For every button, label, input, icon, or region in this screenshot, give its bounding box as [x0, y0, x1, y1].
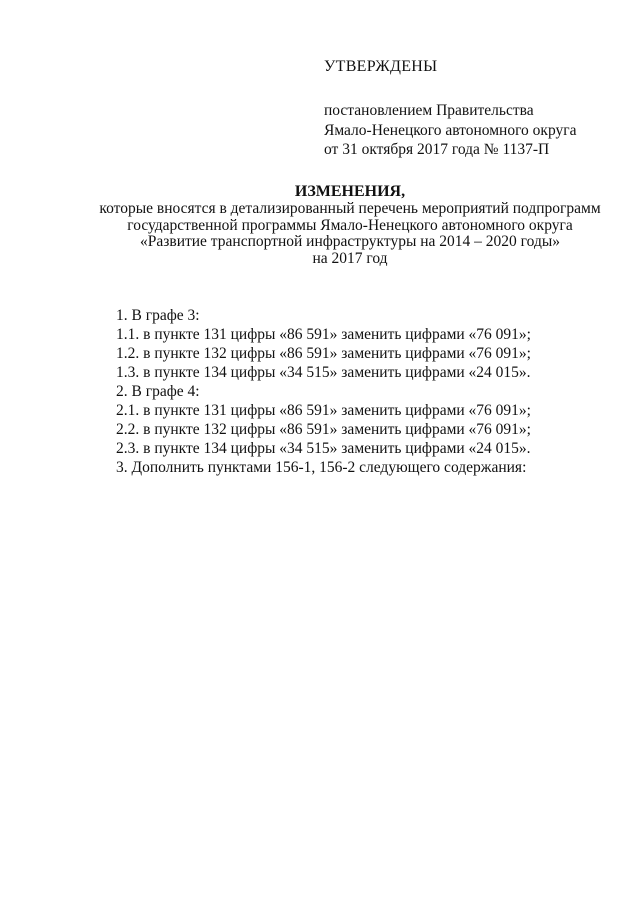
approval-line: от 31 октября 2017 года № 1137-П	[324, 141, 550, 158]
change-item: 2.2. в пункте 132 цифры «86 591» заменить цифрами «76 091»;	[116, 421, 531, 438]
document-subtitle-line: «Развитие транспортной инфраструктуры на 2014 – 2020 годы»	[140, 233, 560, 250]
change-item: 1.3. в пункте 134 цифры «34 515» заменить цифрами «24 015».	[116, 364, 531, 381]
document-heading	[60, 182, 640, 267]
document-subtitle-line: государственной программы Ямало-Ненецкого автономного округа	[127, 216, 573, 234]
document-title: ИЗМЕНЕНИЯ,	[294, 183, 406, 200]
change-item: 2. В графе 4:	[116, 383, 200, 400]
document-subtitle-line: на 2017 год	[312, 249, 388, 267]
approval-stamp	[324, 57, 624, 160]
change-item: 2.3. в пункте 134 цифры «34 515» заменить цифрами «24 015».	[116, 440, 531, 457]
change-item: 2.1. в пункте 131 цифры «86 591» заменить цифрами «76 091»;	[116, 402, 531, 419]
changes-list	[116, 306, 626, 477]
change-item: 3. Дополнить пунктами 156-1, 156-2 следующего содержания:	[116, 459, 527, 476]
approval-line: постановлением Правительства	[324, 102, 534, 119]
change-item: 1. В графе 3:	[116, 307, 200, 324]
approval-line: Ямало-Ненецкого автономного округа	[324, 121, 577, 139]
document-subtitle-line: которые вносятся в детализированный перечень мероприятий подпрограмм	[99, 200, 601, 217]
change-item: 1.2. в пункте 132 цифры «86 591» заменить цифрами «76 091»;	[116, 345, 531, 362]
approval-title: УТВЕРЖДЕНЫ	[324, 58, 438, 75]
change-item: 1.1. в пункте 131 цифры «86 591» заменить цифрами «76 091»;	[116, 326, 531, 343]
